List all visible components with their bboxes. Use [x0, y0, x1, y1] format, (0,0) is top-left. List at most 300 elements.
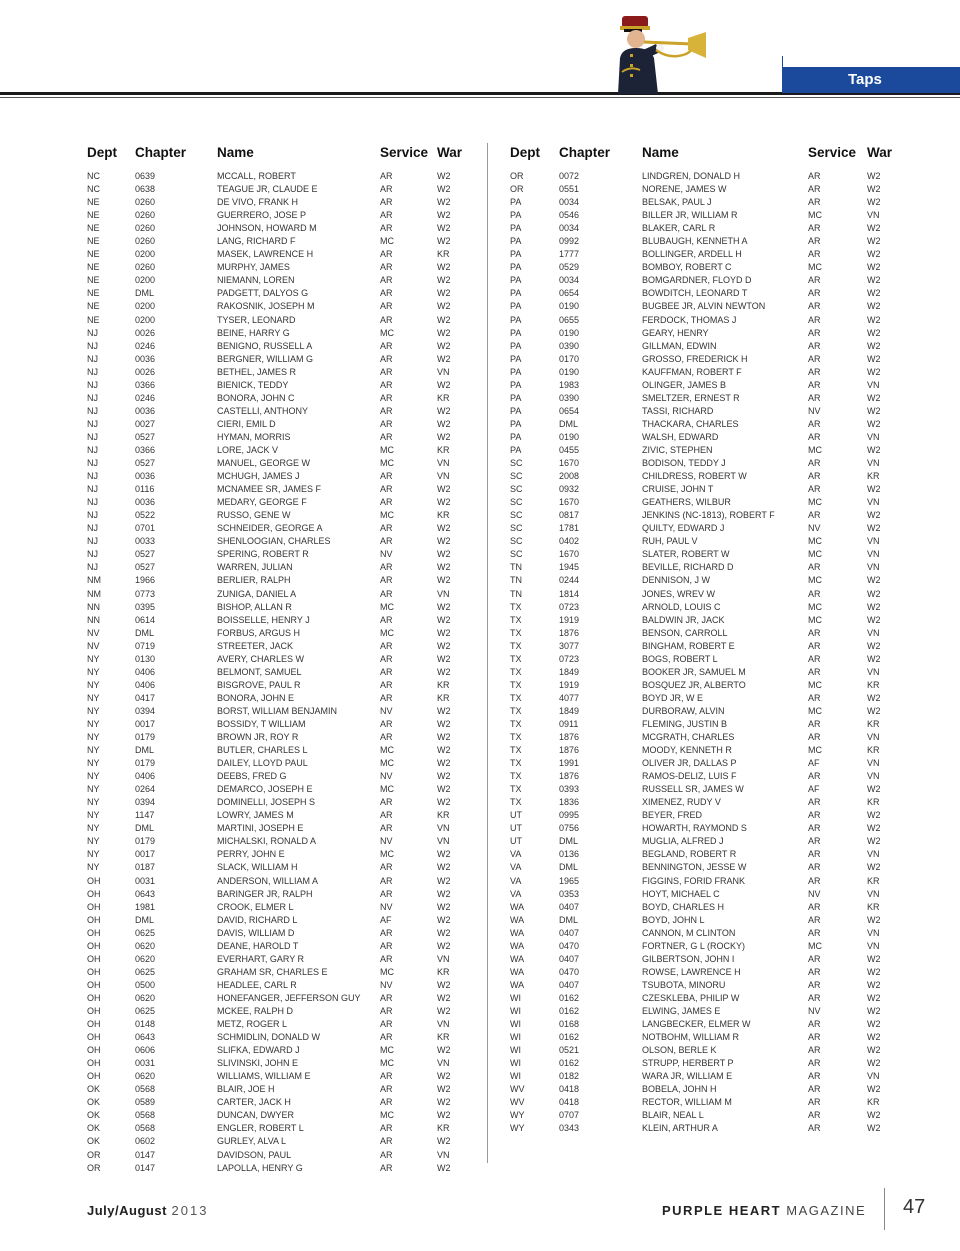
name-cell: DAILEY, LLOYD PAUL	[217, 758, 308, 769]
dept-cell: OH	[87, 1071, 101, 1082]
war-cell: KR	[437, 510, 450, 521]
service-cell: AR	[808, 484, 821, 495]
dept-cell: SC	[510, 497, 523, 508]
chapter-cell: 0527	[135, 431, 156, 442]
chapter-cell: 0162	[559, 1032, 580, 1043]
war-cell: VN	[437, 1019, 450, 1030]
table-row	[510, 888, 890, 901]
name-cell: ELWING, JAMES E	[642, 1006, 721, 1016]
war-cell: W2	[437, 223, 451, 234]
dept-cell: NJ	[87, 392, 98, 403]
name-cell: FORTNER, G L (ROCKY)	[642, 940, 746, 951]
service-cell: AR	[808, 927, 821, 938]
name-cell: GILLMAN, EDWIN	[642, 340, 717, 351]
chapter-cell: 1966	[135, 575, 156, 586]
war-cell: W2	[437, 431, 451, 442]
war-cell: W2	[437, 523, 451, 534]
name-cell: NOTBOHM, WILLIAM R	[642, 1032, 740, 1043]
dept-cell: NY	[87, 849, 100, 860]
dept-cell: NE	[87, 262, 100, 273]
name-cell: BELSAK, PAUL J	[642, 197, 712, 208]
war-cell: VN	[437, 588, 450, 599]
dept-cell: OR	[87, 1149, 101, 1160]
service-cell: AR	[808, 236, 821, 247]
table-row	[87, 809, 462, 822]
dept-cell: PA	[510, 301, 522, 312]
war-cell: W2	[437, 536, 451, 547]
service-cell: AR	[808, 875, 821, 886]
table-row	[87, 1149, 462, 1162]
war-cell: W2	[867, 1123, 881, 1134]
name-cell: CARTER, JACK H	[217, 1097, 291, 1108]
chapter-cell: 0521	[559, 1045, 580, 1056]
chapter-cell: 0654	[559, 288, 580, 299]
service-cell: AR	[380, 418, 393, 429]
name-cell: DAVIDSON, PAUL	[217, 1149, 292, 1160]
name-cell: ZIVIC, STEPHEN	[642, 444, 713, 455]
chapter-cell: DML	[135, 914, 155, 925]
table-row	[510, 757, 890, 770]
table-row	[87, 927, 462, 940]
table-row	[510, 340, 890, 353]
table-row	[87, 1135, 462, 1148]
service-cell: MC	[808, 614, 822, 625]
dept-cell: PA	[510, 392, 522, 403]
table-row	[87, 770, 462, 783]
table-row	[87, 483, 462, 496]
war-cell: VN	[867, 1071, 880, 1082]
service-cell: AR	[808, 327, 821, 338]
war-cell: W2	[867, 340, 881, 351]
name-cell: NORENE, JAMES W	[642, 184, 727, 195]
name-cell: DEMARCO, JOSEPH E	[217, 784, 313, 795]
war-cell: W2	[867, 966, 881, 977]
dept-cell: PA	[510, 236, 522, 247]
table-row	[510, 588, 890, 601]
service-cell: AR	[380, 210, 393, 221]
name-cell: DEEBS, FRED G	[217, 771, 287, 782]
dept-cell: NJ	[87, 471, 98, 482]
magazine-name	[662, 1203, 866, 1218]
table-row	[87, 653, 462, 666]
service-cell: MC	[808, 679, 822, 690]
chapter-cell: 0625	[135, 966, 156, 977]
table-row	[510, 314, 890, 327]
name-cell: OLSON, BERLE K	[642, 1045, 717, 1056]
chapter-cell: 0246	[135, 392, 156, 403]
war-cell: W2	[437, 627, 451, 638]
chapter-cell: 0168	[559, 1019, 580, 1030]
table-row	[87, 757, 462, 770]
war-cell: W2	[867, 914, 881, 925]
name-cell: STRUPP, HERBERT P	[642, 1058, 734, 1069]
chapter-cell: 0529	[559, 262, 580, 273]
name-cell: ZUNIGA, DANIEL A	[217, 588, 297, 599]
table-row	[87, 705, 462, 718]
table-row	[87, 666, 462, 679]
table-row	[510, 392, 890, 405]
service-cell: AR	[808, 979, 821, 990]
dept-cell: TX	[510, 653, 522, 664]
chapter-cell: 0190	[559, 301, 580, 312]
war-cell: VN	[867, 888, 880, 899]
dept-cell: NY	[87, 745, 100, 756]
dept-cell: PA	[510, 262, 522, 273]
dept-cell: NM	[87, 588, 101, 599]
table-row	[510, 457, 890, 470]
name-cell: RAKOSNIK, JOSEPH M	[217, 301, 315, 312]
table-row	[510, 1018, 890, 1031]
name-cell: BEYER, FRED	[642, 810, 703, 821]
table-row	[87, 1057, 462, 1070]
war-cell: W2	[437, 745, 451, 756]
service-cell: AR	[380, 992, 393, 1003]
service-cell: AR	[380, 653, 393, 664]
chapter-cell: 0625	[135, 927, 156, 938]
taps-list-left	[87, 140, 462, 1175]
table-row	[510, 901, 890, 914]
dept-cell: TX	[510, 601, 522, 612]
war-cell: W2	[437, 614, 451, 625]
chapter-cell: 0162	[559, 992, 580, 1003]
dept-cell: VA	[510, 849, 522, 860]
dept-cell: TX	[510, 705, 522, 716]
table-row	[87, 287, 462, 300]
dept-cell: TX	[510, 784, 522, 795]
war-cell: KR	[437, 966, 450, 977]
service-cell: AR	[380, 171, 393, 181]
war-cell: W2	[867, 418, 881, 429]
name-cell: GURLEY, ALVA L	[217, 1136, 287, 1147]
name-cell: OLIVER JR, DALLAS P	[642, 758, 737, 769]
chapter-cell: 0190	[559, 366, 580, 377]
chapter-cell: 0027	[135, 418, 156, 429]
war-cell: W2	[867, 288, 881, 299]
bugler-icon	[610, 10, 710, 94]
name-cell: EVERHART, GARY R	[217, 953, 305, 964]
dept-cell: OH	[87, 1058, 101, 1069]
war-cell: W2	[867, 366, 881, 377]
chapter-cell: 0034	[559, 275, 580, 286]
service-cell: AR	[380, 1123, 393, 1134]
header-rule-thin	[0, 97, 960, 98]
name-cell: MCKEE, RALPH D	[217, 1006, 294, 1016]
table-row	[510, 796, 890, 809]
table-row	[510, 783, 890, 796]
chapter-cell: 0036	[135, 497, 156, 508]
chapter-cell: 0527	[135, 549, 156, 560]
chapter-cell: 0147	[135, 1149, 156, 1160]
table-row	[87, 548, 462, 561]
war-cell: W2	[437, 1110, 451, 1121]
service-cell: AR	[380, 1136, 393, 1147]
name-cell: XIMENEZ, RUDY V	[642, 797, 721, 808]
war-cell: KR	[867, 745, 880, 756]
dept-cell: TX	[510, 758, 522, 769]
chapter-cell: 0417	[135, 692, 156, 703]
chapter-cell: 0568	[135, 1084, 156, 1095]
table-row	[87, 405, 462, 418]
service-cell: AR	[380, 797, 393, 808]
service-cell: AR	[808, 901, 821, 912]
name-cell: SCHNEIDER, GEORGE A	[217, 523, 323, 534]
header-chapter: Chapter	[559, 145, 611, 160]
service-cell: AR	[380, 1084, 393, 1095]
dept-cell: NJ	[87, 497, 98, 508]
name-cell: BLAIR, NEAL L	[642, 1110, 704, 1121]
dept-cell: WV	[510, 1084, 525, 1095]
dept-cell: OK	[87, 1097, 101, 1108]
war-cell: W2	[437, 888, 451, 899]
name-cell: LANG, RICHARD F	[217, 236, 296, 247]
name-cell: FERDOCK, THOMAS J	[642, 314, 737, 325]
dept-cell: NC	[87, 171, 100, 181]
chapter-cell: 1849	[559, 666, 580, 677]
name-cell: CIERI, EMIL D	[217, 418, 276, 429]
header-name: Name	[217, 145, 254, 160]
service-cell: AR	[808, 797, 821, 808]
service-cell: AR	[380, 575, 393, 586]
table-row	[510, 1057, 890, 1070]
service-cell: AR	[380, 810, 393, 821]
table-row	[87, 509, 462, 522]
chapter-cell: 0701	[135, 523, 156, 534]
name-cell: JONES, WREV W	[642, 588, 716, 599]
chapter-cell: 0200	[135, 301, 156, 312]
war-cell: W2	[867, 1032, 881, 1043]
dept-cell: SC	[510, 484, 523, 495]
chapter-cell: 0723	[559, 653, 580, 664]
war-cell: W2	[437, 327, 451, 338]
chapter-cell: 0353	[559, 888, 580, 899]
service-cell: AR	[380, 523, 393, 534]
name-cell: MCHUGH, JAMES J	[217, 471, 300, 482]
name-cell: SPERING, ROBERT R	[217, 549, 309, 560]
table-row	[87, 679, 462, 692]
name-cell: RUSSELL SR, JAMES W	[642, 784, 744, 795]
service-cell: AR	[808, 953, 821, 964]
war-cell: VN	[867, 758, 880, 769]
war-cell: W2	[867, 575, 881, 586]
chapter-cell: 0031	[135, 875, 156, 886]
war-cell: W2	[867, 1006, 881, 1016]
table-row	[87, 1018, 462, 1031]
name-cell: BOMGARDNER, FLOYD D	[642, 275, 752, 286]
chapter-cell: 4077	[559, 692, 580, 703]
table-row	[510, 679, 890, 692]
name-cell: BELMONT, SAMUEL	[217, 666, 302, 677]
dept-cell: OH	[87, 979, 101, 990]
war-cell: W2	[437, 771, 451, 782]
service-cell: AR	[380, 223, 393, 234]
table-row	[510, 235, 890, 248]
dept-cell: PA	[510, 314, 522, 325]
dept-cell: UT	[510, 823, 522, 834]
chapter-cell: 0995	[559, 810, 580, 821]
name-cell: GEATHERS, WILBUR	[642, 497, 731, 508]
war-cell: W2	[437, 1136, 451, 1147]
name-cell: BALDWIN JR, JACK	[642, 614, 725, 625]
dept-cell: PA	[510, 249, 522, 260]
chapter-cell: 1849	[559, 705, 580, 716]
name-cell: FLEMING, JUSTIN B	[642, 718, 728, 729]
war-cell: W2	[867, 862, 881, 873]
table-row	[87, 627, 462, 640]
header-dept: Dept	[87, 145, 117, 160]
header-service: Service	[380, 145, 429, 160]
dept-cell: PA	[510, 444, 522, 455]
name-cell: ROWSE, LAWRENCE H	[642, 966, 741, 977]
service-cell: MC	[380, 627, 394, 638]
service-cell: AR	[380, 275, 393, 286]
service-cell: NV	[380, 705, 393, 716]
table-row	[510, 601, 890, 614]
service-cell: AR	[380, 588, 393, 599]
table-row	[510, 366, 890, 379]
table-row	[87, 614, 462, 627]
chapter-cell: 0643	[135, 1032, 156, 1043]
table-row	[510, 914, 890, 927]
name-cell: SLATER, ROBERT W	[642, 549, 730, 560]
name-cell: GRAHAM SR, CHARLES E	[217, 966, 328, 977]
table-row	[510, 405, 890, 418]
chapter-cell: 0260	[135, 197, 156, 208]
name-cell: MASEK, LAWRENCE H	[217, 249, 314, 260]
chapter-cell: 0406	[135, 666, 156, 677]
war-cell: W2	[867, 275, 881, 286]
name-cell: BOSSIDY, T WILLIAM	[217, 718, 306, 729]
dept-cell: NY	[87, 771, 100, 782]
war-cell: VN	[437, 836, 450, 847]
service-cell: NV	[380, 901, 393, 912]
name-cell: RUH, PAUL V	[642, 536, 698, 547]
war-cell: W2	[437, 484, 451, 495]
chapter-cell: 0992	[559, 236, 580, 247]
taps-list-right	[510, 140, 893, 1135]
dept-cell: NY	[87, 705, 100, 716]
chapter-cell: 0179	[135, 732, 156, 743]
dept-cell: OH	[87, 927, 101, 938]
chapter-cell: 0260	[135, 236, 156, 247]
chapter-cell: 0246	[135, 340, 156, 351]
dept-cell: VA	[510, 862, 522, 873]
war-cell: W2	[437, 653, 451, 664]
chapter-cell: 0639	[135, 171, 156, 181]
dept-cell: SC	[510, 471, 523, 482]
table-row	[87, 601, 462, 614]
table-row	[87, 274, 462, 287]
service-cell: AR	[808, 223, 821, 234]
dept-cell: WA	[510, 953, 525, 964]
name-cell: BOLLINGER, ARDELL H	[642, 249, 742, 260]
table-row	[87, 835, 462, 848]
name-cell: BEINE, HARRY G	[217, 327, 290, 338]
service-cell: AF	[808, 758, 820, 769]
chapter-cell: 0620	[135, 1071, 156, 1082]
dept-cell: NJ	[87, 431, 98, 442]
service-cell: MC	[808, 210, 822, 221]
war-cell: W2	[437, 992, 451, 1003]
war-cell: W2	[867, 249, 881, 260]
war-cell: W2	[437, 1045, 451, 1056]
dept-cell: PA	[510, 275, 522, 286]
chapter-cell: 1981	[135, 901, 156, 912]
dept-cell: NJ	[87, 536, 98, 547]
service-cell: AR	[808, 288, 821, 299]
chapter-cell: 1670	[559, 549, 580, 560]
header-service: Service	[808, 145, 857, 160]
chapter-cell: 0406	[135, 771, 156, 782]
dept-cell: OH	[87, 940, 101, 951]
dept-cell: NJ	[87, 444, 98, 455]
dept-cell: TX	[510, 745, 522, 756]
name-cell: BORST, WILLIAM BENJAMIN	[217, 705, 338, 716]
chapter-cell: 0568	[135, 1110, 156, 1121]
table-row	[87, 953, 462, 966]
name-cell: RECTOR, WILLIAM M	[642, 1097, 732, 1108]
table-row	[87, 888, 462, 901]
table-row	[510, 627, 890, 640]
chapter-cell: 0170	[559, 353, 580, 364]
table-row	[510, 718, 890, 731]
dept-cell: NY	[87, 758, 100, 769]
war-cell: VN	[437, 823, 450, 834]
name-cell: LINDGREN, DONALD H	[642, 171, 741, 181]
table-row	[510, 170, 890, 183]
dept-cell: PA	[510, 366, 522, 377]
dept-cell: OH	[87, 1006, 101, 1016]
war-cell: VN	[867, 627, 880, 638]
war-cell: W2	[437, 549, 451, 560]
chapter-cell: 0260	[135, 262, 156, 273]
service-cell: AR	[808, 471, 821, 482]
war-cell: VN	[437, 1058, 450, 1069]
war-cell: W2	[437, 575, 451, 586]
chapter-cell: 0179	[135, 836, 156, 847]
dept-cell: SC	[510, 510, 523, 521]
service-cell: AR	[808, 836, 821, 847]
table-row	[510, 300, 890, 313]
war-cell: W2	[437, 340, 451, 351]
war-cell: W2	[867, 836, 881, 847]
service-cell: AR	[380, 249, 393, 260]
table-row	[510, 548, 890, 561]
dept-cell: NJ	[87, 458, 98, 469]
service-cell: AR	[808, 392, 821, 403]
service-cell: AR	[380, 1149, 393, 1160]
table-row	[87, 822, 462, 835]
table-row	[510, 809, 890, 822]
chapter-cell: 0393	[559, 784, 580, 795]
table-row	[510, 574, 890, 587]
service-cell: AR	[380, 314, 393, 325]
war-cell: VN	[867, 940, 880, 951]
chapter-cell: 0522	[135, 510, 156, 521]
war-cell: W2	[867, 353, 881, 364]
table-row	[87, 875, 462, 888]
war-cell: W2	[867, 640, 881, 651]
name-cell: SLIVINSKI, JOHN E	[217, 1058, 299, 1069]
service-cell: MC	[380, 510, 394, 521]
table-row	[87, 379, 462, 392]
war-cell: W2	[867, 236, 881, 247]
service-cell: AR	[808, 1058, 821, 1069]
name-cell: QUILTY, EDWARD J	[642, 523, 725, 534]
chapter-cell: 0026	[135, 366, 156, 377]
war-cell: KR	[867, 901, 880, 912]
table-row	[510, 444, 890, 457]
table-row	[87, 718, 462, 731]
